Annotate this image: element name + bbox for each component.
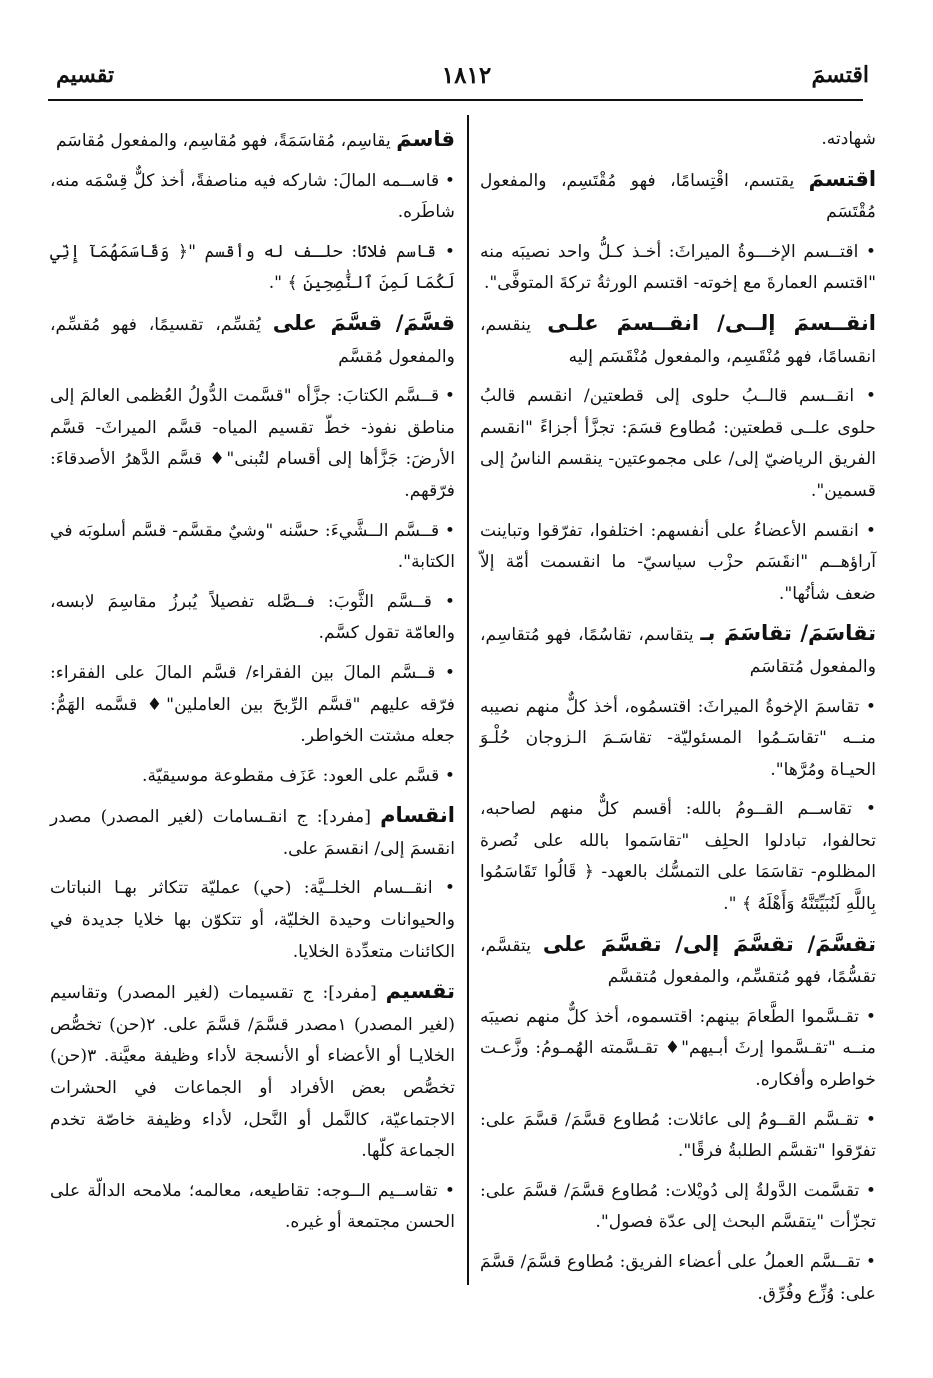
entry-text: • قسَّم على العود: عَزَف مقطوعة موسيقيّة. (142, 765, 455, 786)
entry-text: • تقاســيم الــوجه: تقاطيعه، معالمه؛ ملامحه الدالّة على الحسن مجتمعة أو غيره. (50, 1180, 455, 1233)
entry-text: • قاســمه المالَ: شاركه فيه مناصفةً، أخذ كلٌّ قِسْمَه منه، شاطَره. (50, 170, 455, 223)
entry-sense (50, 166, 455, 229)
entry-sense (480, 1247, 876, 1310)
entry-text: • اقتــسم الإخـــوةُ الميراثَ: أخـذ كـلُّ واحد نصيبَه منه "اقتسم العمارةَ مع إخوته- اقتسم الورثةُ تركةَ المتوفَّى". (480, 241, 876, 294)
entry-sense (480, 794, 876, 920)
entry-text: [مفرد]: ج تقسيمات (لغير المصدر) وتقاسيم (لغير المصدر) ١مصدر قسَّمَ/ قسَّمَ على. ٢(حن) تخصُّص الخلايـا أو الأعضاء أو الأنسجة لأداء وظيفة معيَّنة. ٣(حن) تخصُّص بعض الأفراد أو الجماعات في الحشرات الاجتماعيّة، كالنَّمل أو النَّحل، لأداء وظيفة خاصّة تخدم الجماعة كلّها. (50, 983, 455, 1162)
column-divider (467, 115, 469, 1285)
right-column (480, 124, 876, 1318)
entry-text: • تقسَّمت الدَّولةُ إلى دُويْلات: مُطاوع قسَّمَ/ قسَّمَ على: تجزّأت "يتقسَّم البحث إلى عدّة فصول". (480, 1180, 876, 1233)
entry-sense (480, 237, 876, 300)
page-header (40, 62, 893, 96)
entry-sense (480, 1105, 876, 1168)
entry-text: • انقــسام الخلــيَّة: (حي) عمليّة تتكاثر بهـا النباتات والحيوانات وحيدة الخليّة، أو تتكوّن بها خلايا جديدة في الكائنات متعدِّدة الخلايا. (50, 878, 455, 962)
entry-text: • قــسَّم الكتابَ: جزَّأه "قسَّمت الدُّولُ العُظمى العالمَ إلى مناطق نفوذ- خطّ تقسيم المياه- قسَّم الميراثَ- قسَّم الأرضَ: جَزَّأها إلى أقسام لتُبنى"♦ قسَّم الدَّهرُ الأصدقاءَ: فرّقهم. (50, 386, 455, 501)
dictionary-entry (50, 124, 455, 158)
entry-text: • قــسَّم الــشَّيءَ: حسَّنه "وشيٌ مقسَّم- قسَّم أسلوبَه في الكتابة". (50, 520, 455, 573)
entry-text: • انقسم الأعضاءُ على أنفسهم: اختلفوا، تفرّقوا وتباينت آراؤهــم "انقَسَم حزْب سياسيّ- ما انقسمت أمّة إلاّ ضعف شأنُها". (480, 520, 876, 604)
headword: اقتسمَ (808, 166, 877, 191)
entry-sense (50, 381, 455, 507)
entry-text: [مفرد]: ج انقـسامات (لغير المصدر) مصدر انقسمَ إلى/ انقسمَ على. (50, 807, 455, 859)
headword: انقــسمَ إلــى/ انقــسمَ علـى (547, 310, 876, 335)
entry-sense (50, 1176, 455, 1239)
entry-sense (480, 1002, 876, 1097)
entry-text: يتقاسم، تقاسُمًا، فهو مُتقاسِم، والمفعول مُتقاسَم (480, 625, 876, 677)
headword: قسَّمَ/ قسَّمَ على (272, 310, 455, 335)
entry-text: يُقسِّم، تقسيمًا، فهو مُقسِّم، والمفعول مُقسَّم (50, 314, 455, 367)
header-guide-word-left: تقسيم (56, 62, 115, 88)
entry-text: • تقــسَّم العملُ على أعضاء الفريق: مُطاوع قسَّمَ/ قسَّمَ على: وُزِّع وفُرِّق. (480, 1252, 876, 1304)
entry-text: • تقـسَّم القــومُ إلى عائلات: مُطاوع قسَّمَ/ قسَّمَ على: تفرّقوا "تقسَّم الطلبةُ فرقًا". (480, 1109, 876, 1162)
headword: تقسيم (385, 979, 455, 1004)
entry-sense (50, 658, 455, 753)
entry-sense (50, 516, 455, 579)
entry-sense (50, 761, 455, 793)
entry-text: • تقـسَّموا الطَّعامَ بينهم: اقتسموه، أخذ كلٌّ منهم نصيبَه منــه "تقـسَّموا إرثَ أبـيهم"♦ تقـسَّمته الهُمـومُ: وزَّعـت خواطره وأفكاره. (480, 1006, 876, 1091)
dictionary-entry (50, 800, 455, 865)
entry-sense (480, 124, 876, 156)
headword: انقسام (380, 803, 455, 828)
entry-text: • قــسَّم المالَ بين الفقراء/ قسَّم المالَ على الفقراء: فرّقه عليهم "قسَّم الرِّبحَ بين العاملين"♦ قسَّمه الهَمُّ: جعله مشتت الخواطر. (50, 662, 455, 747)
entry-text: • انقــسم قالــبُ حلوى إلى قطعتين/ انقسم قالبُ حلوى علــى قطعتين: مُطاوع قسَمَ: تجزَّأ أجزاءً "انقسم الفريق الرياضيّ إلى/ على مجموعتين- ينقسم الناسُ إلى قسمين". (480, 386, 876, 501)
entry-text: • تقاسمَ الإخوةُ الميراثَ: اقتسمُوه، أخذ كلٌّ منهم نصيبه منــه "تقاسَـمُوا المسئوليّة- تقاسَـمَ الـزوجان حُلْـوَ الحيـاة ومُرَّها". (480, 696, 876, 780)
entry-sense (50, 587, 455, 650)
dictionary-entry (480, 618, 876, 683)
dictionary-entry (480, 308, 876, 373)
entry-text: يتقسَّم، تقسُّمًا، فهو مُتقسِّم، والمفعول مُتقسَّم (480, 935, 876, 988)
dictionary-entry (480, 929, 876, 994)
dictionary-entry (480, 164, 876, 229)
entry-sense (50, 873, 455, 968)
entry-text: شهادته. (821, 129, 876, 149)
headword: تقاسَمَ/ تقاسَمَ بـ (700, 621, 876, 646)
header-rule (48, 99, 863, 101)
headword: قاسمَ (396, 127, 455, 151)
left-column (50, 124, 455, 1247)
entry-sense (480, 516, 876, 611)
entry-text: • قاسم فلانًا: حلـف له وأقسم "﴿ وَقَاسَمَهُمَآ إِنِّي لَكُمَا لَمِنَ ٱلنَّٰصِحِينَ ﴾ ". (50, 241, 455, 294)
entry-text: ينقسم، انقسامًا، فهو مُنْقَسِم، والمفعول مُنْقَسَم إليه (480, 314, 876, 367)
entry-text: يقاسِم، مُقاسَمَةً، فهو مُقاسِم، والمفعول مُقاسَم (55, 131, 391, 151)
page-number: ١٨١٢ (441, 62, 492, 89)
headword: تقسَّمَ/ تقسَّمَ إلى/ تقسَّمَ على (542, 931, 876, 956)
entry-sense (480, 1176, 876, 1239)
header-guide-word-right: اقتسمَ (811, 62, 869, 88)
entry-sense (480, 692, 876, 787)
entry-text: يقتسم، اقْتِسامًا، فهو مُقْتَسِم، والمفعول مُقْتَسَم (480, 170, 876, 223)
entry-sense (480, 381, 876, 507)
entry-text: • قــسَّم الثَّوبَ: فــصَّله تفصيلاً يُبرزُ مقاسِمَ لابسه، والعامّة تقول كسَّم. (50, 591, 455, 644)
entry-text: • تقاســم القــومُ بالله: أقسم كلٌّ منهم لصاحبه، تحالفوا، تبادلوا الحلِف "تقاسَموا بالله على نُصرة المظلوم- تقاسَمَا على التمسُّك بالعهد- ﴿ قَالُوا تَقَاسَمُوا بِاللَّهِ لَنُبَيِّتَنَّهُ وَأَهْلَهُ ﴾ ". (480, 799, 876, 915)
entry-sense (50, 237, 455, 300)
dictionary-entry (50, 976, 455, 1168)
dictionary-entry (50, 308, 455, 373)
